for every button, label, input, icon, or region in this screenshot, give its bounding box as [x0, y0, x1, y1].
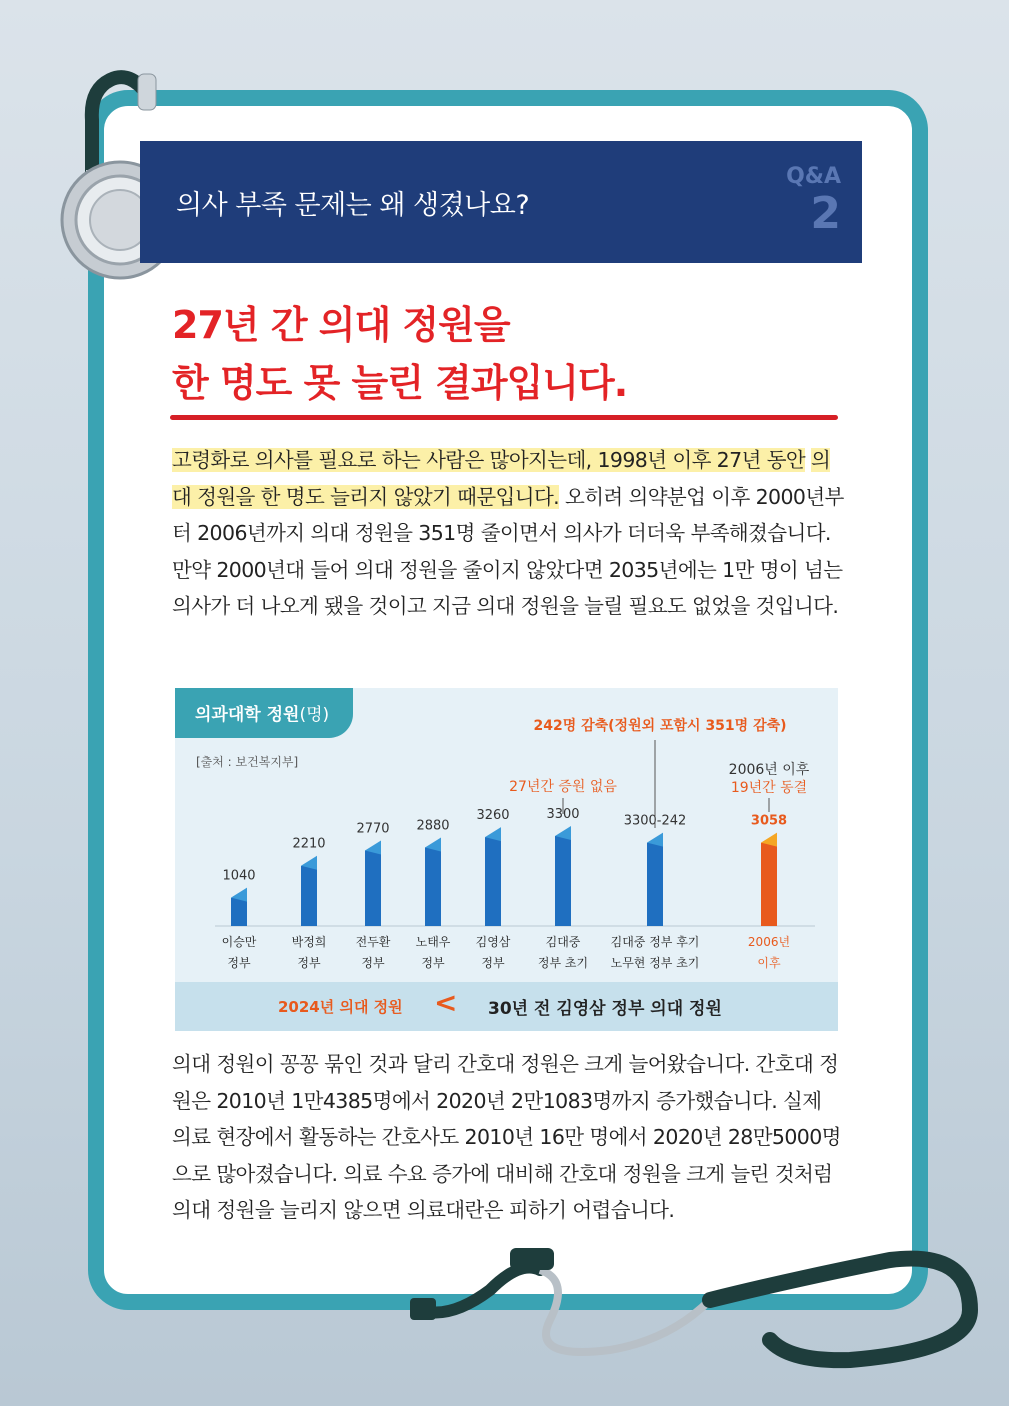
paragraph-2: 의대 정원이 꽁꽁 묶인 것과 달리 간호대 정원은 크게 늘어왔습니다. 간호대 정원은 2010년 1만4385명에서 2020년 2만1083명까지 증가했습니다. 실제 의료 현장에서 활동하는 간호사도 2010년 16만 명에서 2020년 28만5000명으로 많아졌습니다. 의료 수요 증가에 대비해 간호대 정원을 크게 늘린 것처럼 의대 정원을 늘리지 않으면 의료대란은 피하기 어렵습니다. — [172, 1052, 841, 1222]
qa-number: 2 — [810, 188, 841, 239]
chart-value-label: 1040 — [222, 868, 256, 884]
chart-unit: (명) — [299, 705, 330, 725]
band-left-label: 2024년 의대 정원 — [278, 998, 403, 1016]
headline-line2: 한 명도 못 늘린 결과입니다. — [172, 361, 628, 405]
less-than-icon: < — [434, 986, 458, 1019]
qa-label: Q&A — [786, 164, 841, 189]
chart-category-label: 정부 — [361, 956, 385, 970]
page-title: 의사 부족 문제는 왜 생겼나요? — [176, 190, 530, 221]
chart-bar — [301, 866, 317, 926]
chart-value-label: 2210 — [292, 836, 326, 852]
chart-category-label: 김대중 — [545, 935, 581, 949]
chart-title: 의과대학 정원 — [195, 705, 300, 725]
chart-bar — [555, 836, 571, 926]
annotation-freeze-line2: 19년간 동결 — [730, 780, 808, 796]
chart-value-label: 2880 — [416, 818, 450, 834]
highlighted-text-1: 고령화로 의사를 필요로 하는 사람은 많아지는데, 1998년 이후 27년 동안 — [172, 448, 806, 472]
chart-category-label: 전두환 — [355, 935, 391, 949]
band-right-label: 30년 전 김영삼 정부 의대 정원 — [488, 999, 722, 1019]
chart-category-label: 노태우 — [415, 935, 451, 949]
chart-value-label: 2770 — [356, 821, 390, 837]
annotation-reduction: 242명 감축(정원외 포함시 351명 감축) — [533, 718, 787, 734]
chart-category-label: 노무현 정부 초기 — [610, 956, 700, 970]
stethoscope-tubing-icon — [410, 1240, 990, 1400]
headline-underline — [170, 415, 838, 420]
chart-category-label: 김대중 정부 후기 — [610, 935, 700, 949]
headline-line1: 27년 간 의대 정원을 — [172, 303, 510, 347]
bar-chart — [175, 688, 838, 982]
chart-bar — [485, 837, 501, 926]
chart-bar — [761, 843, 777, 926]
chart-value-label: 3058 — [750, 813, 788, 829]
chart-category-label: 이승만 — [221, 935, 257, 949]
chart-bar — [231, 898, 247, 926]
chart-category-label: 이후 — [757, 956, 781, 970]
chart-source: [출처 : 보건복지부] — [196, 755, 299, 769]
chart-category-label: 정부 — [227, 956, 251, 970]
chart-category-label: 김영삼 — [475, 935, 511, 949]
annotation-no-increase: 27년간 증원 없음 — [509, 779, 617, 795]
chart-category-label: 정부 — [297, 956, 321, 970]
chart-category-label: 정부 초기 — [537, 956, 589, 970]
annotation-freeze-line1: 2006년 이후 — [728, 762, 810, 778]
highlighted-text-2: 의대 정원을 한 명도 늘리지 않았기 때문입니다. — [172, 448, 831, 509]
chart-category-label: 정부 — [421, 956, 445, 970]
chart-bar — [365, 850, 381, 926]
chart-value-label: 3300 — [546, 807, 580, 822]
chart-value-label: 3260 — [476, 808, 510, 824]
chart-bar — [647, 843, 663, 926]
paragraph-1 — [172, 442, 844, 625]
chart-category-label: 박정희 — [291, 935, 327, 949]
paragraph-1-rest: 오히려 의약분업 이후 2000년부터 2006년까지 의대 정원을 351명 줄이면서 의사가 더더욱 부족해졌습니다. 만약 2000년대 들어 의대 정원을 줄이지 않았다면 2035년에는 1만 명이 넘는 의사가 더 나오게 됐을 것이고 지금 의대 정원을 늘릴 필요도 없었을 것입니다. — [172, 484, 844, 618]
chart-category-label: 2006년 — [747, 935, 791, 949]
headline — [172, 296, 627, 412]
chart-category-label: 정부 — [481, 956, 505, 970]
chart-bar — [425, 847, 441, 926]
chart-value-label: 3300-242 — [623, 813, 687, 829]
